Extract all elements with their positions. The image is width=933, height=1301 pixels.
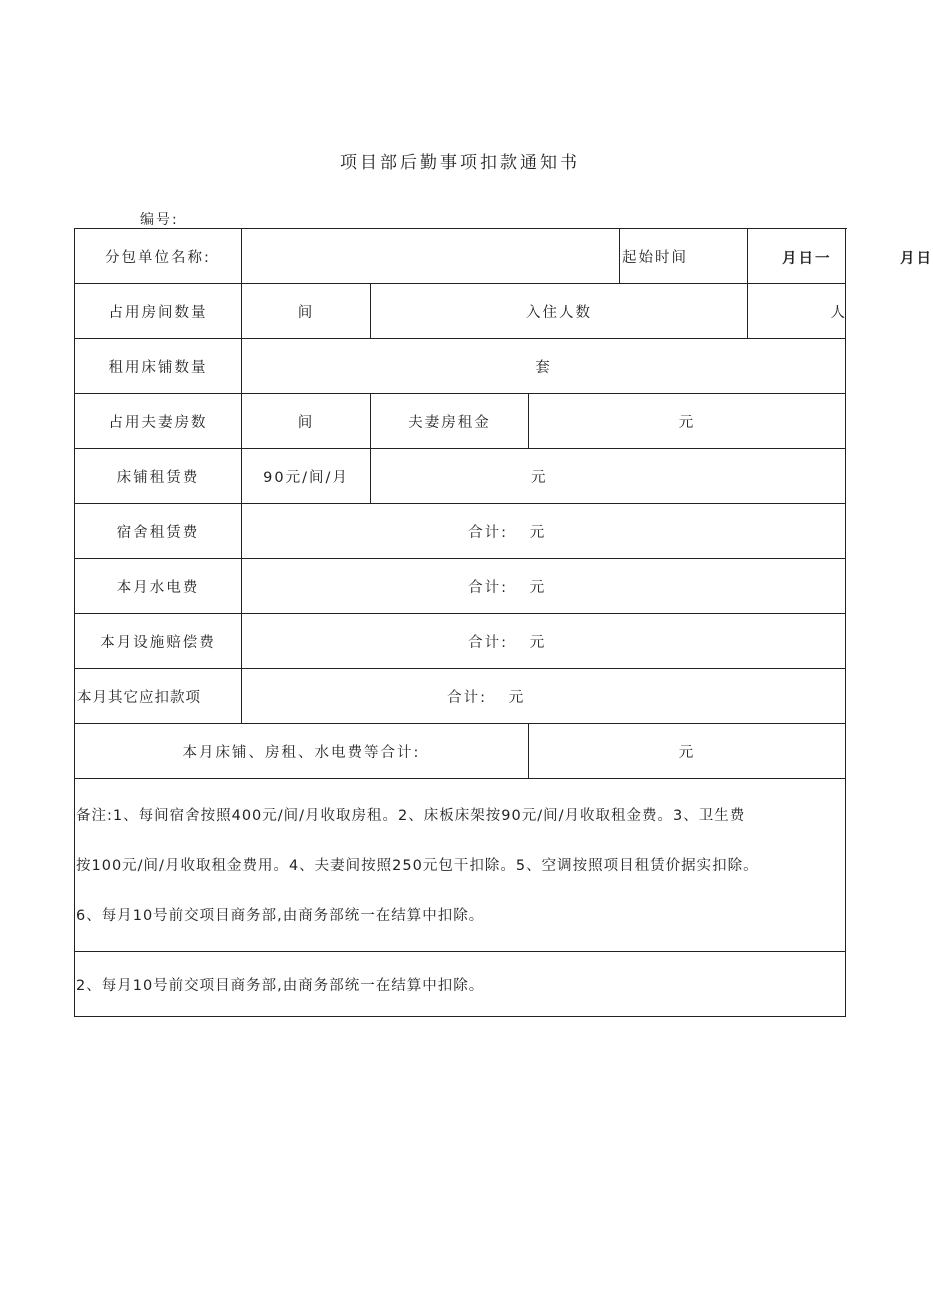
dorm-fee-unit: 元 (529, 524, 547, 541)
damage-fee-label: 本月设施赔偿费 (75, 614, 242, 669)
notes-line-2: 按100元/间/月收取租金费用。4、夫妻间按照250元包干扣除。5、空调按照项目租赁价据实扣除。 (76, 858, 759, 874)
occupants-field[interactable]: 人 (748, 284, 846, 339)
notes-line-1: 备注:1、每间宿舍按照400元/间/月收取房租。2、床板床架按90元/间/月收取租金费。3、卫生费 (76, 808, 746, 824)
date-range-field[interactable] (748, 229, 933, 284)
date-from: 月日一 (782, 251, 832, 267)
other-fee-field[interactable] (242, 669, 846, 724)
couple-rooms-field[interactable]: 间 (242, 394, 371, 449)
damage-fee-field[interactable] (242, 614, 846, 669)
dorm-fee-label: 宿舍租赁费 (75, 504, 242, 559)
subcontractor-label: 分包单位名称: (75, 229, 242, 284)
row-beds-rented (75, 339, 846, 394)
row-dorm-fee (75, 504, 846, 559)
couple-rent-field[interactable]: 元 (529, 394, 846, 449)
occupants-label: 入住人数 (371, 284, 748, 339)
beds-rented-field[interactable]: 套 (242, 339, 846, 394)
start-time-label: 起始时间 (620, 229, 748, 284)
other-fee-label: 本月其它应扣款项 (75, 669, 242, 724)
utility-fee-total-label: 合计: (468, 579, 508, 596)
footer-note: 2、每月10号前交项目商务部,由商务部统一在结算中扣除。 (75, 952, 846, 1017)
couple-rooms-label: 占用夫妻房数 (75, 394, 242, 449)
serial-number-label: 编号: (140, 212, 179, 228)
row-couple-rooms (75, 394, 846, 449)
row-grand-total (75, 724, 846, 779)
deduction-form-table (74, 228, 933, 1017)
row-footer-note (75, 952, 846, 1017)
row-bed-fee (75, 449, 846, 504)
dorm-fee-field[interactable] (242, 504, 846, 559)
grand-total-label: 本月床铺、房租、水电费等合计: (75, 724, 529, 779)
row-notes (75, 779, 846, 952)
dorm-fee-total-label: 合计: (468, 524, 508, 541)
utility-fee-label: 本月水电费 (75, 559, 242, 614)
grand-total-field[interactable]: 元 (529, 724, 846, 779)
other-fee-unit: 元 (508, 689, 526, 706)
subcontractor-input[interactable] (242, 229, 620, 284)
beds-rented-label: 租用床铺数量 (75, 339, 242, 394)
rooms-occupied-label: 占用房间数量 (75, 284, 242, 339)
utility-fee-unit: 元 (529, 579, 547, 596)
rooms-occupied-field[interactable]: 间 (242, 284, 371, 339)
row-other-fee (75, 669, 846, 724)
row-damage-fee (75, 614, 846, 669)
damage-fee-total-label: 合计: (468, 634, 508, 651)
date-to: 月日 (900, 251, 933, 267)
other-fee-total-label: 合计: (447, 689, 487, 706)
document-title: 项目部后勤事项扣款通知书 (340, 153, 580, 173)
bed-fee-label: 床铺租赁费 (75, 449, 242, 504)
couple-rent-label: 夫妻房租金 (371, 394, 529, 449)
damage-fee-unit: 元 (529, 634, 547, 651)
row-subcontractor (75, 229, 846, 284)
notes-section (75, 779, 846, 952)
row-rooms-occupied (75, 284, 846, 339)
notes-line-3: 6、每月10号前交项目商务部,由商务部统一在结算中扣除。 (76, 908, 485, 924)
bed-fee-field[interactable]: 元 (371, 449, 846, 504)
utility-fee-field[interactable] (242, 559, 846, 614)
row-utility-fee (75, 559, 846, 614)
bed-fee-rate: 90元/间/月 (242, 449, 371, 504)
